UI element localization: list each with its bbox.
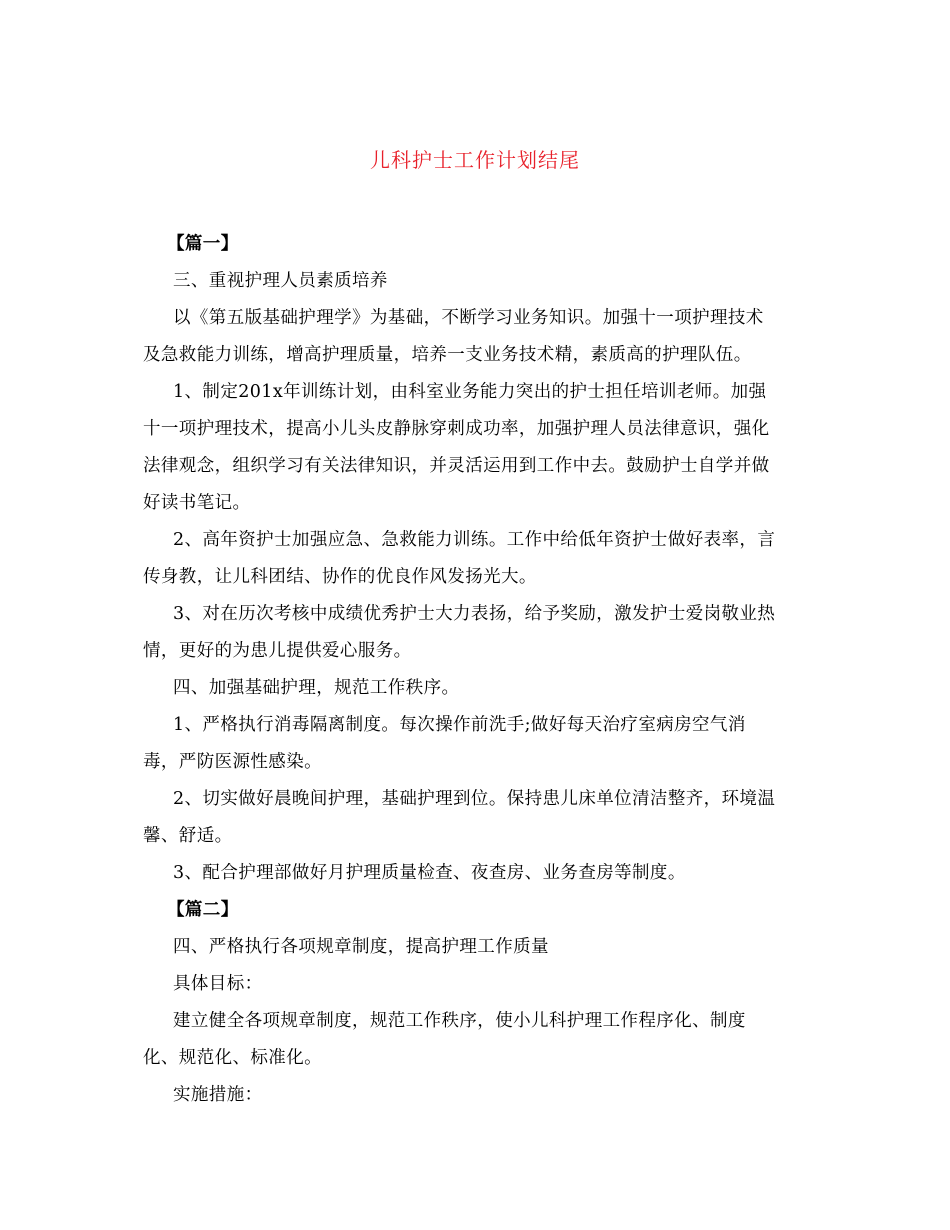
paragraph-line: 毒，严防医源性感染。	[143, 752, 322, 772]
paragraph-line: 馨、舒适。	[143, 826, 233, 846]
paragraph-line: 四、加强基础护理，规范工作秩序。	[173, 678, 460, 698]
paragraph-line: 情，更好的为患儿提供爱心服务。	[143, 641, 412, 661]
paragraph-line: 实施措施：	[173, 1085, 263, 1105]
paragraph-line: 2、切实做好晨晚间护理，基础护理到位。保持患儿床单位清洁整齐，环境温	[173, 789, 776, 809]
paragraph-line: 传身教，让儿科团结、协作的优良作风发扬光大。	[143, 567, 537, 587]
paragraph-line: 以《第五版基础护理学》为基础，不断学习业务知识。加强十一项护理技术	[173, 308, 764, 328]
paragraph-line: 化、规范化、标准化。	[143, 1048, 322, 1068]
paragraph-line: 1、制定201x年训练计划，由科室业务能力突出的护士担任培训老师。加强	[173, 382, 767, 402]
paragraph-line: 三、重视护理人员素质培养	[173, 271, 388, 291]
paragraph-line: 好读书笔记。	[143, 493, 251, 513]
paragraph-line: 十一项护理技术，提高小儿头皮静脉穿刺成功率，加强护理人员法律意识，强化	[143, 419, 770, 439]
document-title: 儿科护士工作计划结尾	[370, 148, 580, 172]
section-heading-part-two: 【篇二】	[167, 900, 239, 920]
paragraph-line: 法律观念，组织学习有关法律知识，并灵活运用到工作中去。鼓励护士自学并做	[143, 456, 770, 476]
paragraph-line: 及急救能力训练，增高护理质量，培养一支业务技术精，素质高的护理队伍。	[143, 345, 752, 365]
paragraph-line: 3、对在历次考核中成绩优秀护士大力表扬，给予奖励，激发护士爱岗敬业热	[173, 604, 776, 624]
paragraph-line: 1、严格执行消毒隔离制度。每次操作前洗手;做好每天治疗室病房空气消	[173, 715, 746, 735]
paragraph-line: 2、高年资护士加强应急、急救能力训练。工作中给低年资护士做好表率，言	[173, 530, 776, 550]
paragraph-line: 四、严格执行各项规章制度，提高护理工作质量	[173, 937, 549, 957]
paragraph-line: 建立健全各项规章制度，规范工作秩序，使小儿科护理工作程序化、制度	[173, 1011, 746, 1031]
section-heading-part-one: 【篇一】	[167, 234, 239, 254]
paragraph-line: 3、配合护理部做好月护理质量检查、夜查房、业务查房等制度。	[173, 863, 686, 883]
paragraph-line: 具体目标：	[173, 974, 263, 994]
